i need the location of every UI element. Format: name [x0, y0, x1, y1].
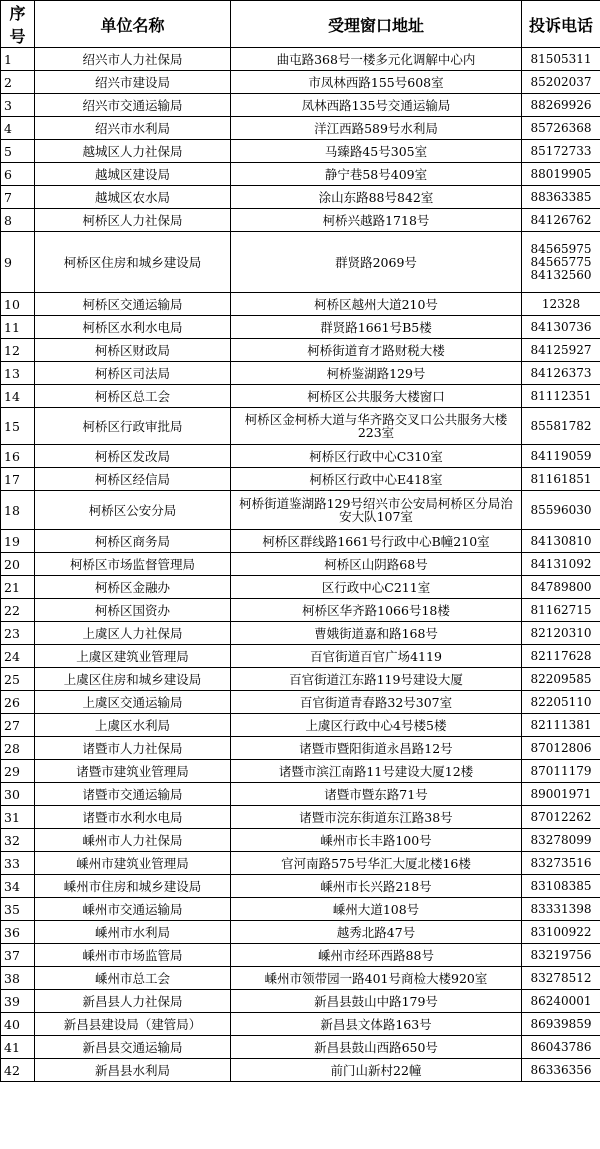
phone-number: 84565775 — [530, 254, 592, 269]
row-address: 越秀北路47号 — [231, 921, 522, 944]
row-seq: 30 — [1, 783, 35, 806]
row-unit-name: 上虞区水利局 — [35, 714, 231, 737]
row-unit-name: 诸暨市人力社保局 — [35, 737, 231, 760]
row-address: 柯桥兴越路1718号 — [231, 209, 522, 232]
row-unit-name: 柯桥区住房和城乡建设局 — [35, 232, 231, 293]
row-address: 柯桥鉴湖路129号 — [231, 362, 522, 385]
row-phone — [522, 622, 600, 645]
table-row — [1, 186, 600, 209]
row-phone — [522, 1059, 600, 1082]
table-row — [1, 316, 600, 339]
table-row — [1, 1013, 600, 1036]
table-row — [1, 852, 600, 875]
phone-number: 86240001 — [530, 993, 592, 1008]
row-phone — [522, 898, 600, 921]
row-seq: 23 — [1, 622, 35, 645]
phone-number: 89001971 — [530, 786, 592, 801]
row-unit-name: 诸暨市水利水电局 — [35, 806, 231, 829]
row-unit-name: 新昌县人力社保局 — [35, 990, 231, 1013]
row-phone — [522, 468, 600, 491]
table-row — [1, 829, 600, 852]
table-row — [1, 553, 600, 576]
row-phone — [522, 445, 600, 468]
row-address: 诸暨市浣东街道东江路38号 — [231, 806, 522, 829]
row-seq: 36 — [1, 921, 35, 944]
row-phone — [522, 117, 600, 140]
row-address: 柯桥区行政中心C310室 — [231, 445, 522, 468]
phone-number: 83219756 — [530, 947, 592, 962]
row-seq: 21 — [1, 576, 35, 599]
row-unit-name: 诸暨市建筑业管理局 — [35, 760, 231, 783]
row-address: 静宁巷58号409室 — [231, 163, 522, 186]
phone-number: 85596030 — [530, 502, 592, 517]
row-phone — [522, 94, 600, 117]
table-row — [1, 645, 600, 668]
row-seq: 5 — [1, 140, 35, 163]
header-row — [1, 1, 600, 48]
row-address: 上虞区行政中心4号楼5楼 — [231, 714, 522, 737]
row-seq: 22 — [1, 599, 35, 622]
row-unit-name: 柯桥区水利水电局 — [35, 316, 231, 339]
row-seq: 19 — [1, 530, 35, 553]
row-unit-name: 新昌县交通运输局 — [35, 1036, 231, 1059]
row-address: 百官街道百官广场4119 — [231, 645, 522, 668]
row-seq: 13 — [1, 362, 35, 385]
row-unit-name: 越城区人力社保局 — [35, 140, 231, 163]
table-row — [1, 760, 600, 783]
table-row — [1, 232, 600, 293]
row-phone — [522, 668, 600, 691]
row-unit-name: 柯桥区司法局 — [35, 362, 231, 385]
row-phone — [522, 553, 600, 576]
phone-number: 88269926 — [530, 97, 592, 112]
row-seq: 40 — [1, 1013, 35, 1036]
phone-number: 84131092 — [530, 556, 592, 571]
row-phone — [522, 921, 600, 944]
row-address: 柯桥街道鉴湖路129号绍兴市公安局柯桥区分局治安大队107室 — [231, 491, 522, 530]
table-row — [1, 576, 600, 599]
table-row — [1, 339, 600, 362]
row-address: 诸暨市滨江南路11号建设大厦12楼 — [231, 760, 522, 783]
row-phone — [522, 1013, 600, 1036]
row-phone — [522, 1036, 600, 1059]
row-address: 前门山新村22幢 — [231, 1059, 522, 1082]
row-seq: 24 — [1, 645, 35, 668]
row-phone — [522, 990, 600, 1013]
row-unit-name: 柯桥区人力社保局 — [35, 209, 231, 232]
row-unit-name: 上虞区住房和城乡建设局 — [35, 668, 231, 691]
phone-number: 82209585 — [530, 671, 592, 686]
row-address: 诸暨市暨东路71号 — [231, 783, 522, 806]
table-row — [1, 530, 600, 553]
row-unit-name: 柯桥区经信局 — [35, 468, 231, 491]
row-seq: 41 — [1, 1036, 35, 1059]
row-unit-name: 上虞区建筑业管理局 — [35, 645, 231, 668]
row-seq: 11 — [1, 316, 35, 339]
row-seq: 39 — [1, 990, 35, 1013]
phone-number: 81162715 — [530, 602, 592, 617]
row-phone — [522, 737, 600, 760]
phone-number: 85202037 — [530, 74, 592, 89]
row-phone — [522, 645, 600, 668]
row-address: 柯桥区公共服务大楼窗口 — [231, 385, 522, 408]
row-phone — [522, 944, 600, 967]
table-row — [1, 967, 600, 990]
row-address: 诸暨市暨阳街道永昌路12号 — [231, 737, 522, 760]
phone-number: 83278099 — [530, 832, 592, 847]
row-unit-name: 越城区建设局 — [35, 163, 231, 186]
phone-number: 85581782 — [530, 418, 592, 433]
phone-number: 88363385 — [530, 189, 592, 204]
row-phone — [522, 316, 600, 339]
row-phone — [522, 232, 600, 293]
row-address: 新昌县鼓山西路650号 — [231, 1036, 522, 1059]
table-row — [1, 737, 600, 760]
row-unit-name: 绍兴市交通运输局 — [35, 94, 231, 117]
table-body — [1, 48, 600, 1082]
row-seq: 25 — [1, 668, 35, 691]
row-address: 柯桥区山阴路68号 — [231, 553, 522, 576]
row-seq: 17 — [1, 468, 35, 491]
table-row — [1, 875, 600, 898]
row-unit-name: 嵊州市建筑业管理局 — [35, 852, 231, 875]
row-phone — [522, 491, 600, 530]
table-header — [1, 1, 600, 48]
row-address: 涂山东路88号842室 — [231, 186, 522, 209]
row-seq: 37 — [1, 944, 35, 967]
row-unit-name: 绍兴市水利局 — [35, 117, 231, 140]
row-seq: 20 — [1, 553, 35, 576]
row-seq: 15 — [1, 408, 35, 445]
row-phone — [522, 829, 600, 852]
row-phone — [522, 691, 600, 714]
phone-number: 84130736 — [530, 319, 592, 334]
row-unit-name: 越城区农水局 — [35, 186, 231, 209]
row-address: 嵊州大道108号 — [231, 898, 522, 921]
row-phone — [522, 783, 600, 806]
row-unit-name: 柯桥区财政局 — [35, 339, 231, 362]
row-seq: 31 — [1, 806, 35, 829]
row-unit-name: 嵊州市总工会 — [35, 967, 231, 990]
table-row — [1, 491, 600, 530]
row-unit-name: 嵊州市水利局 — [35, 921, 231, 944]
row-address: 柯桥街道育才路财税大楼 — [231, 339, 522, 362]
row-phone — [522, 140, 600, 163]
row-address: 洋江西路589号水利局 — [231, 117, 522, 140]
table-row — [1, 48, 600, 71]
table-row — [1, 921, 600, 944]
phone-number: 86043786 — [530, 1039, 592, 1054]
row-address: 新昌县鼓山中路179号 — [231, 990, 522, 1013]
phone-number: 88019905 — [530, 166, 592, 181]
table-row — [1, 783, 600, 806]
row-unit-name: 柯桥区国资办 — [35, 599, 231, 622]
table-row — [1, 445, 600, 468]
row-address: 群贤路2069号 — [231, 232, 522, 293]
row-seq: 8 — [1, 209, 35, 232]
row-address: 新昌县文体路163号 — [231, 1013, 522, 1036]
phone-number: 83108385 — [530, 878, 592, 893]
phone-number: 84565975 — [530, 241, 592, 256]
row-seq: 28 — [1, 737, 35, 760]
header-seq: 序号 — [1, 1, 35, 48]
row-unit-name: 新昌县建设局（建管局） — [35, 1013, 231, 1036]
row-unit-name: 柯桥区金融办 — [35, 576, 231, 599]
row-phone — [522, 408, 600, 445]
row-unit-name: 柯桥区交通运输局 — [35, 293, 231, 316]
row-seq: 7 — [1, 186, 35, 209]
row-seq: 26 — [1, 691, 35, 714]
table-row — [1, 1036, 600, 1059]
table-row — [1, 362, 600, 385]
row-phone — [522, 576, 600, 599]
row-seq: 14 — [1, 385, 35, 408]
table-row — [1, 622, 600, 645]
phone-number: 83273516 — [530, 855, 592, 870]
row-seq: 38 — [1, 967, 35, 990]
row-seq: 3 — [1, 94, 35, 117]
table-row — [1, 117, 600, 140]
row-address: 百官街道江东路119号建设大厦 — [231, 668, 522, 691]
row-unit-name: 上虞区人力社保局 — [35, 622, 231, 645]
row-phone — [522, 714, 600, 737]
table-row — [1, 468, 600, 491]
phone-number: 85172733 — [530, 143, 592, 158]
row-unit-name: 嵊州市住房和城乡建设局 — [35, 875, 231, 898]
header-address: 受理窗口地址 — [231, 1, 522, 48]
table-row — [1, 714, 600, 737]
row-address: 曹娥街道嘉和路168号 — [231, 622, 522, 645]
table-row — [1, 209, 600, 232]
row-address: 官河南路575号华汇大厦北楼16楼 — [231, 852, 522, 875]
row-seq: 32 — [1, 829, 35, 852]
row-address: 柯桥区越州大道210号 — [231, 293, 522, 316]
table-row — [1, 898, 600, 921]
table-row — [1, 385, 600, 408]
row-seq: 35 — [1, 898, 35, 921]
row-seq: 33 — [1, 852, 35, 875]
header-phone: 投诉电话 — [522, 1, 600, 48]
phone-number: 87012262 — [530, 809, 592, 824]
row-address: 柯桥区行政中心E418室 — [231, 468, 522, 491]
row-unit-name: 嵊州市人力社保局 — [35, 829, 231, 852]
table-row — [1, 691, 600, 714]
row-unit-name: 嵊州市市场监管局 — [35, 944, 231, 967]
row-address: 群贤路1661号B5楼 — [231, 316, 522, 339]
row-address: 柯桥区金柯桥大道与华齐路交叉口公共服务大楼223室 — [231, 408, 522, 445]
row-phone — [522, 385, 600, 408]
row-unit-name: 上虞区交通运输局 — [35, 691, 231, 714]
row-unit-name: 柯桥区公安分局 — [35, 491, 231, 530]
phone-number: 82117628 — [530, 648, 592, 663]
phone-number: 81161851 — [530, 471, 592, 486]
row-address: 嵊州市长丰路100号 — [231, 829, 522, 852]
row-unit-name: 绍兴市建设局 — [35, 71, 231, 94]
row-unit-name: 柯桥区商务局 — [35, 530, 231, 553]
row-phone — [522, 760, 600, 783]
row-address: 柯桥区华齐路1066号18楼 — [231, 599, 522, 622]
row-unit-name: 诸暨市交通运输局 — [35, 783, 231, 806]
row-phone — [522, 967, 600, 990]
phone-number: 86336356 — [530, 1062, 592, 1077]
row-unit-name: 柯桥区市场监督管理局 — [35, 553, 231, 576]
table-row — [1, 599, 600, 622]
row-unit-name: 绍兴市人力社保局 — [35, 48, 231, 71]
row-phone — [522, 530, 600, 553]
row-seq: 12 — [1, 339, 35, 362]
phone-number: 84132560 — [530, 267, 592, 282]
row-seq: 29 — [1, 760, 35, 783]
table-row — [1, 140, 600, 163]
row-phone — [522, 71, 600, 94]
row-address: 区行政中心C211室 — [231, 576, 522, 599]
phone-number: 12328 — [541, 296, 581, 311]
row-seq: 34 — [1, 875, 35, 898]
phone-number: 83100922 — [530, 924, 592, 939]
row-phone — [522, 599, 600, 622]
row-phone — [522, 48, 600, 71]
phone-number: 82120310 — [530, 625, 592, 640]
row-unit-name: 柯桥区行政审批局 — [35, 408, 231, 445]
phone-number: 83331398 — [530, 901, 592, 916]
row-phone — [522, 362, 600, 385]
row-phone — [522, 186, 600, 209]
row-seq: 9 — [1, 232, 35, 293]
phone-number: 87011179 — [530, 763, 592, 778]
phone-number: 81112351 — [530, 388, 592, 403]
row-address: 市凤林西路155号608室 — [231, 71, 522, 94]
row-seq: 1 — [1, 48, 35, 71]
row-seq: 27 — [1, 714, 35, 737]
row-seq: 16 — [1, 445, 35, 468]
table-row — [1, 990, 600, 1013]
phone-number: 84126373 — [530, 365, 592, 380]
row-phone — [522, 163, 600, 186]
table-row — [1, 163, 600, 186]
phone-number: 84125927 — [530, 342, 592, 357]
row-address: 柯桥区群线路1661号行政中心B幢210室 — [231, 530, 522, 553]
phone-number: 84126762 — [530, 212, 592, 227]
row-seq: 18 — [1, 491, 35, 530]
row-phone — [522, 852, 600, 875]
row-address: 嵊州市长兴路218号 — [231, 875, 522, 898]
row-address: 凤林西路135号交通运输局 — [231, 94, 522, 117]
row-unit-name: 嵊州市交通运输局 — [35, 898, 231, 921]
phone-number: 81505311 — [530, 51, 592, 66]
row-seq: 2 — [1, 71, 35, 94]
phone-number: 84130810 — [530, 533, 592, 548]
table-row — [1, 94, 600, 117]
row-seq: 10 — [1, 293, 35, 316]
phone-number: 84789800 — [530, 579, 592, 594]
table-row — [1, 806, 600, 829]
phone-number: 86939859 — [530, 1016, 592, 1031]
phone-number: 87012806 — [530, 740, 592, 755]
row-address: 马臻路45号305室 — [231, 140, 522, 163]
phone-number: 85726368 — [530, 120, 592, 135]
table-row — [1, 944, 600, 967]
table-row — [1, 408, 600, 445]
row-phone — [522, 293, 600, 316]
row-phone — [522, 875, 600, 898]
row-unit-name: 柯桥区总工会 — [35, 385, 231, 408]
table-row — [1, 668, 600, 691]
row-address: 曲屯路368号一楼多元化调解中心内 — [231, 48, 522, 71]
table-row — [1, 293, 600, 316]
phone-number: 83278512 — [530, 970, 592, 985]
row-seq: 4 — [1, 117, 35, 140]
row-phone — [522, 339, 600, 362]
row-phone — [522, 806, 600, 829]
phone-number: 82111381 — [530, 717, 592, 732]
table-row — [1, 1059, 600, 1082]
row-address: 嵊州市经环西路88号 — [231, 944, 522, 967]
row-seq: 42 — [1, 1059, 35, 1082]
row-unit-name: 柯桥区发改局 — [35, 445, 231, 468]
row-address: 百官街道青春路32号307室 — [231, 691, 522, 714]
phone-number: 84119059 — [530, 448, 592, 463]
row-address: 嵊州市领带园一路401号商检大楼920室 — [231, 967, 522, 990]
row-phone — [522, 209, 600, 232]
row-unit-name: 新昌县水利局 — [35, 1059, 231, 1082]
phone-number: 82205110 — [530, 694, 592, 709]
table-row — [1, 71, 600, 94]
header-unit: 单位名称 — [35, 1, 231, 48]
row-seq: 6 — [1, 163, 35, 186]
